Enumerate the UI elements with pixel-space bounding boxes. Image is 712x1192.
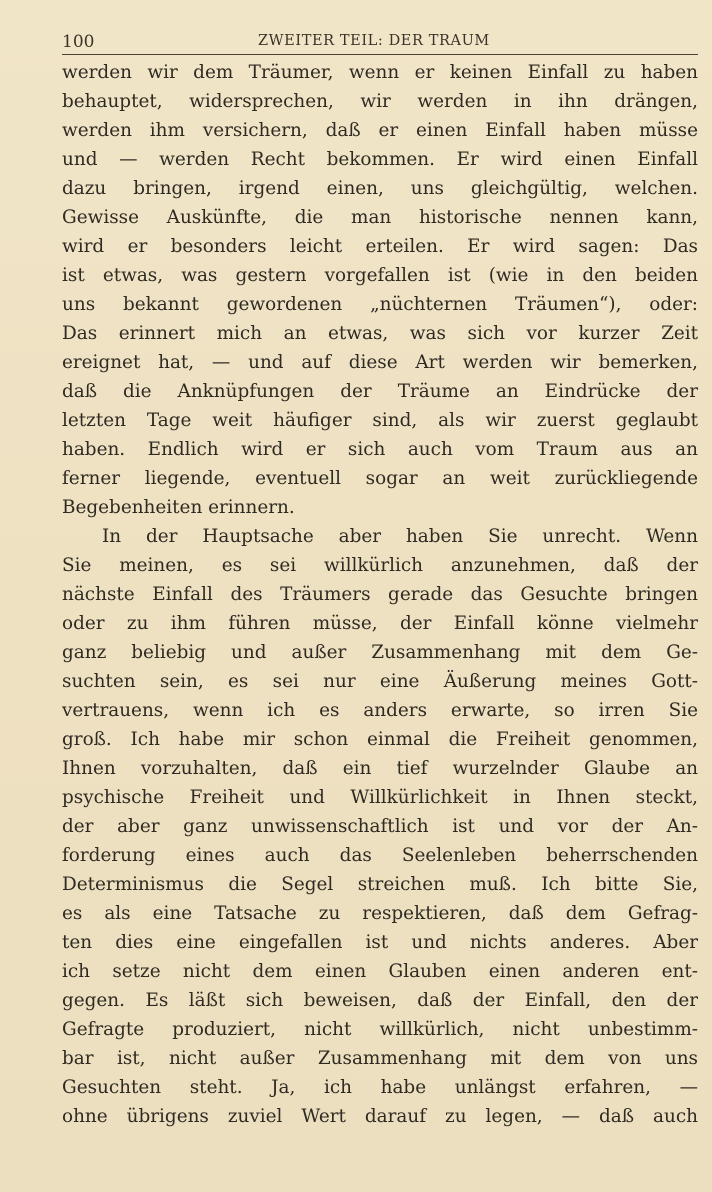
- text-line: Gewisse Auskünfte, die man historische nennen kann,: [62, 207, 698, 228]
- text-line: Das erinnert mich an etwas, was sich vor kurzer Zeit: [62, 323, 698, 344]
- text-line: letzten Tage weit häufiger sind, als wir zuerst geglaubt: [62, 410, 698, 431]
- body-text: [62, 58, 698, 1131]
- text-line: dazu bringen, irgend einen, uns gleichgültig, welchen.: [62, 178, 698, 199]
- text-line: ist etwas, was gestern vorgefallen ist (wie in den beiden: [62, 265, 698, 286]
- text-line: ohne übrigens zuviel Wert darauf zu legen, — daß auch: [62, 1106, 698, 1127]
- text-line: groß. Ich habe mir schon einmal die Freiheit genommen,: [62, 729, 698, 750]
- text-line: ferner liegende, eventuell sogar an weit zurückliegende: [62, 468, 698, 489]
- text-line: Sie meinen, es sei willkürlich anzunehmen, daß der: [62, 555, 698, 576]
- text-line: vertrauens, wenn ich es anders erwarte, so irren Sie: [62, 700, 698, 721]
- text-line: ereignet hat, — und auf diese Art werden wir bemerken,: [62, 352, 698, 373]
- page-number: 100: [62, 32, 95, 52]
- text-line: gegen. Es läßt sich beweisen, daß der Einfall, den der: [62, 990, 698, 1011]
- text-line: und — werden Recht bekommen. Er wird einen Einfall: [62, 149, 698, 170]
- text-line: oder zu ihm führen müsse, der Einfall könne vielmehr: [62, 613, 698, 634]
- running-head: [62, 30, 698, 52]
- text-line: psychische Freiheit und Willkürlichkeit in Ihnen steckt,: [62, 787, 698, 808]
- text-line: daß die Anknüpfungen der Träume an Eindrücke der: [62, 381, 698, 402]
- running-title: ZWEITER TEIL: DER TRAUM: [258, 33, 490, 49]
- text-line: bar ist, nicht außer Zusammenhang mit dem von uns: [62, 1048, 698, 1069]
- text-line: Gefragte produziert, nicht willkürlich, nicht unbestimm-: [62, 1019, 698, 1040]
- text-line: Ihnen vorzuhalten, daß ein tief wurzelnder Glaube an: [62, 758, 698, 779]
- text-line: es als eine Tatsache zu respektieren, daß dem Gefrag-: [62, 903, 698, 924]
- text-line: Begebenheiten erinnern.: [62, 497, 295, 518]
- text-line: haben. Endlich wird er sich auch vom Traum aus an: [62, 439, 698, 460]
- text-line: ich setze nicht dem einen Glauben einen anderen ent-: [62, 961, 698, 982]
- text-line: ganz beliebig und außer Zusammenhang mit dem Ge-: [62, 642, 698, 663]
- text-line: werden wir dem Träumer, wenn er keinen Einfall zu haben: [62, 62, 698, 83]
- header-rule: [62, 54, 698, 55]
- text-line: werden ihm versichern, daß er einen Einfall haben müsse: [62, 120, 698, 141]
- text-line: Determinismus die Segel streichen muß. Ich bitte Sie,: [62, 874, 698, 895]
- text-line: Gesuchten steht. Ja, ich habe unlängst erfahren, —: [62, 1077, 698, 1098]
- text-line: uns bekannt gewordenen „nüchternen Träumen“), oder:: [62, 294, 698, 315]
- text-line: der aber ganz unwissenschaftlich ist und vor der An-: [62, 816, 698, 837]
- paragraph: [62, 58, 698, 522]
- text-line: behauptet, widersprechen, wir werden in ihn drängen,: [62, 91, 698, 112]
- text-line: In der Hauptsache aber haben Sie unrecht. Wenn: [102, 526, 698, 547]
- text-line: wird er besonders leicht erteilen. Er wird sagen: Das: [62, 236, 698, 257]
- text-line: ten dies eine eingefallen ist und nichts anderes. Aber: [62, 932, 698, 953]
- text-line: suchten sein, es sei nur eine Äußerung meines Gott-: [62, 671, 698, 692]
- text-line: forderung eines auch das Seelenleben beherrschenden: [62, 845, 698, 866]
- paragraph: [62, 522, 698, 1131]
- text-line: nächste Einfall des Träumers gerade das Gesuchte bringen: [62, 584, 698, 605]
